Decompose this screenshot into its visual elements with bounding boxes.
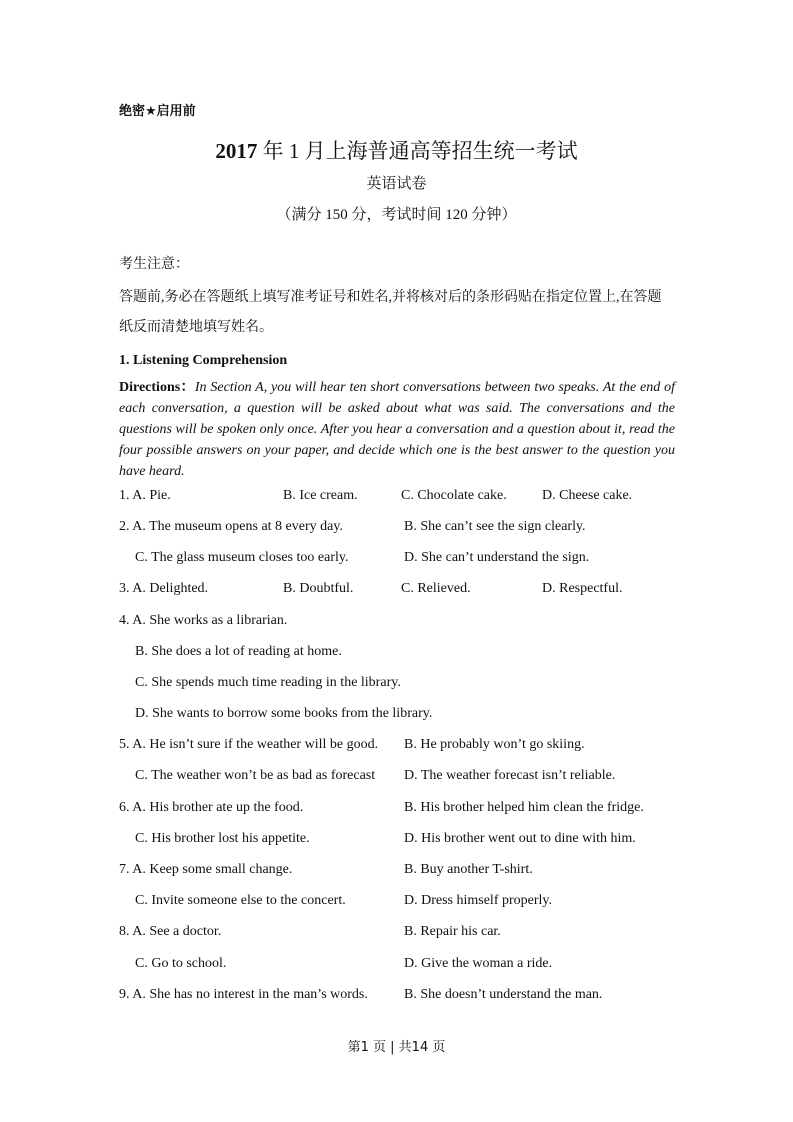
- option: 2. A. The museum opens at 8 every day.: [119, 519, 343, 534]
- directions-text: In Section A, you will hear ten short conversations between two speaks. At the end of each conversation, a question will be asked about what was said. The conversations and the questions will be spoken only once. After you hear a conversation and a question about it, read the four possible answers on your paper, and decide which one is the best answer to the question you have heard.: [119, 380, 675, 479]
- option: B. Buy another T-shirt.: [404, 862, 533, 877]
- directions: [119, 377, 675, 482]
- confidential-mark: 绝密★启用前: [119, 104, 196, 119]
- option: B. His brother helped him clean the fridge.: [404, 800, 644, 815]
- notice-line: 答题前,务必在答题纸上填写准考证号和姓名,并将核对后的条形码贴在指定位置上,在答题: [119, 290, 662, 305]
- exam-title: [0, 139, 793, 163]
- option: C. Go to school.: [135, 956, 227, 971]
- option: 8. A. See a doctor.: [119, 924, 222, 939]
- option: C. Relieved.: [401, 581, 471, 596]
- option: B. He probably won’t go skiing.: [404, 737, 585, 752]
- directions-label: Directions：: [119, 380, 195, 395]
- option: C. The weather won’t be as bad as forecast: [135, 768, 376, 783]
- option: C. Invite someone else to the concert.: [135, 893, 346, 908]
- option: 6. A. His brother ate up the food.: [119, 800, 304, 815]
- option: B. Ice cream.: [283, 488, 358, 503]
- option: C. She spends much time reading in the library.: [135, 675, 401, 690]
- option: C. Chocolate cake.: [401, 488, 507, 503]
- option: D. Respectful.: [542, 581, 623, 596]
- option: D. Cheese cake.: [542, 488, 633, 503]
- option: 1. A. Pie.: [119, 488, 171, 503]
- page-number: 第1 页 | 共14 页: [347, 1040, 446, 1055]
- option: 9. A. She has no interest in the man’s words.: [119, 987, 368, 1002]
- title-text: 年 1 月上海普通高等招生统一考试: [262, 139, 578, 163]
- option: D. She wants to borrow some books from the library.: [135, 706, 433, 721]
- section-title: 1. Listening Comprehension: [119, 353, 288, 368]
- notice-label: 考生注意：: [119, 257, 189, 272]
- option: C. The glass museum closes too early.: [135, 550, 349, 565]
- option: B. She doesn’t understand the man.: [404, 987, 603, 1002]
- option: B. She does a lot of reading at home.: [135, 644, 342, 659]
- option: B. She can’t see the sign clearly.: [404, 519, 586, 534]
- option: B. Repair his car.: [404, 924, 501, 939]
- option: 7. A. Keep some small change.: [119, 862, 293, 877]
- option: D. Dress himself properly.: [404, 893, 553, 908]
- option: C. His brother lost his appetite.: [135, 831, 310, 846]
- option: 4. A. She works as a librarian.: [119, 613, 288, 628]
- option: 5. A. He isn’t sure if the weather will be good.: [119, 737, 379, 752]
- option: 3. A. Delighted.: [119, 581, 209, 596]
- option: D. His brother went out to dine with him.: [404, 831, 636, 846]
- option: B. Doubtful.: [283, 581, 354, 596]
- option: D. The weather forecast isn’t reliable.: [404, 768, 616, 783]
- exam-subtitle: 英语试卷: [366, 176, 427, 192]
- notice-line: 纸反而清楚地填写姓名。: [119, 320, 273, 335]
- option: D. She can’t understand the sign.: [404, 550, 590, 565]
- title-year: 2017: [215, 139, 258, 163]
- option: D. Give the woman a ride.: [404, 956, 553, 971]
- score-note: （满分 150 分，考试时间 120 分钟）: [276, 207, 517, 223]
